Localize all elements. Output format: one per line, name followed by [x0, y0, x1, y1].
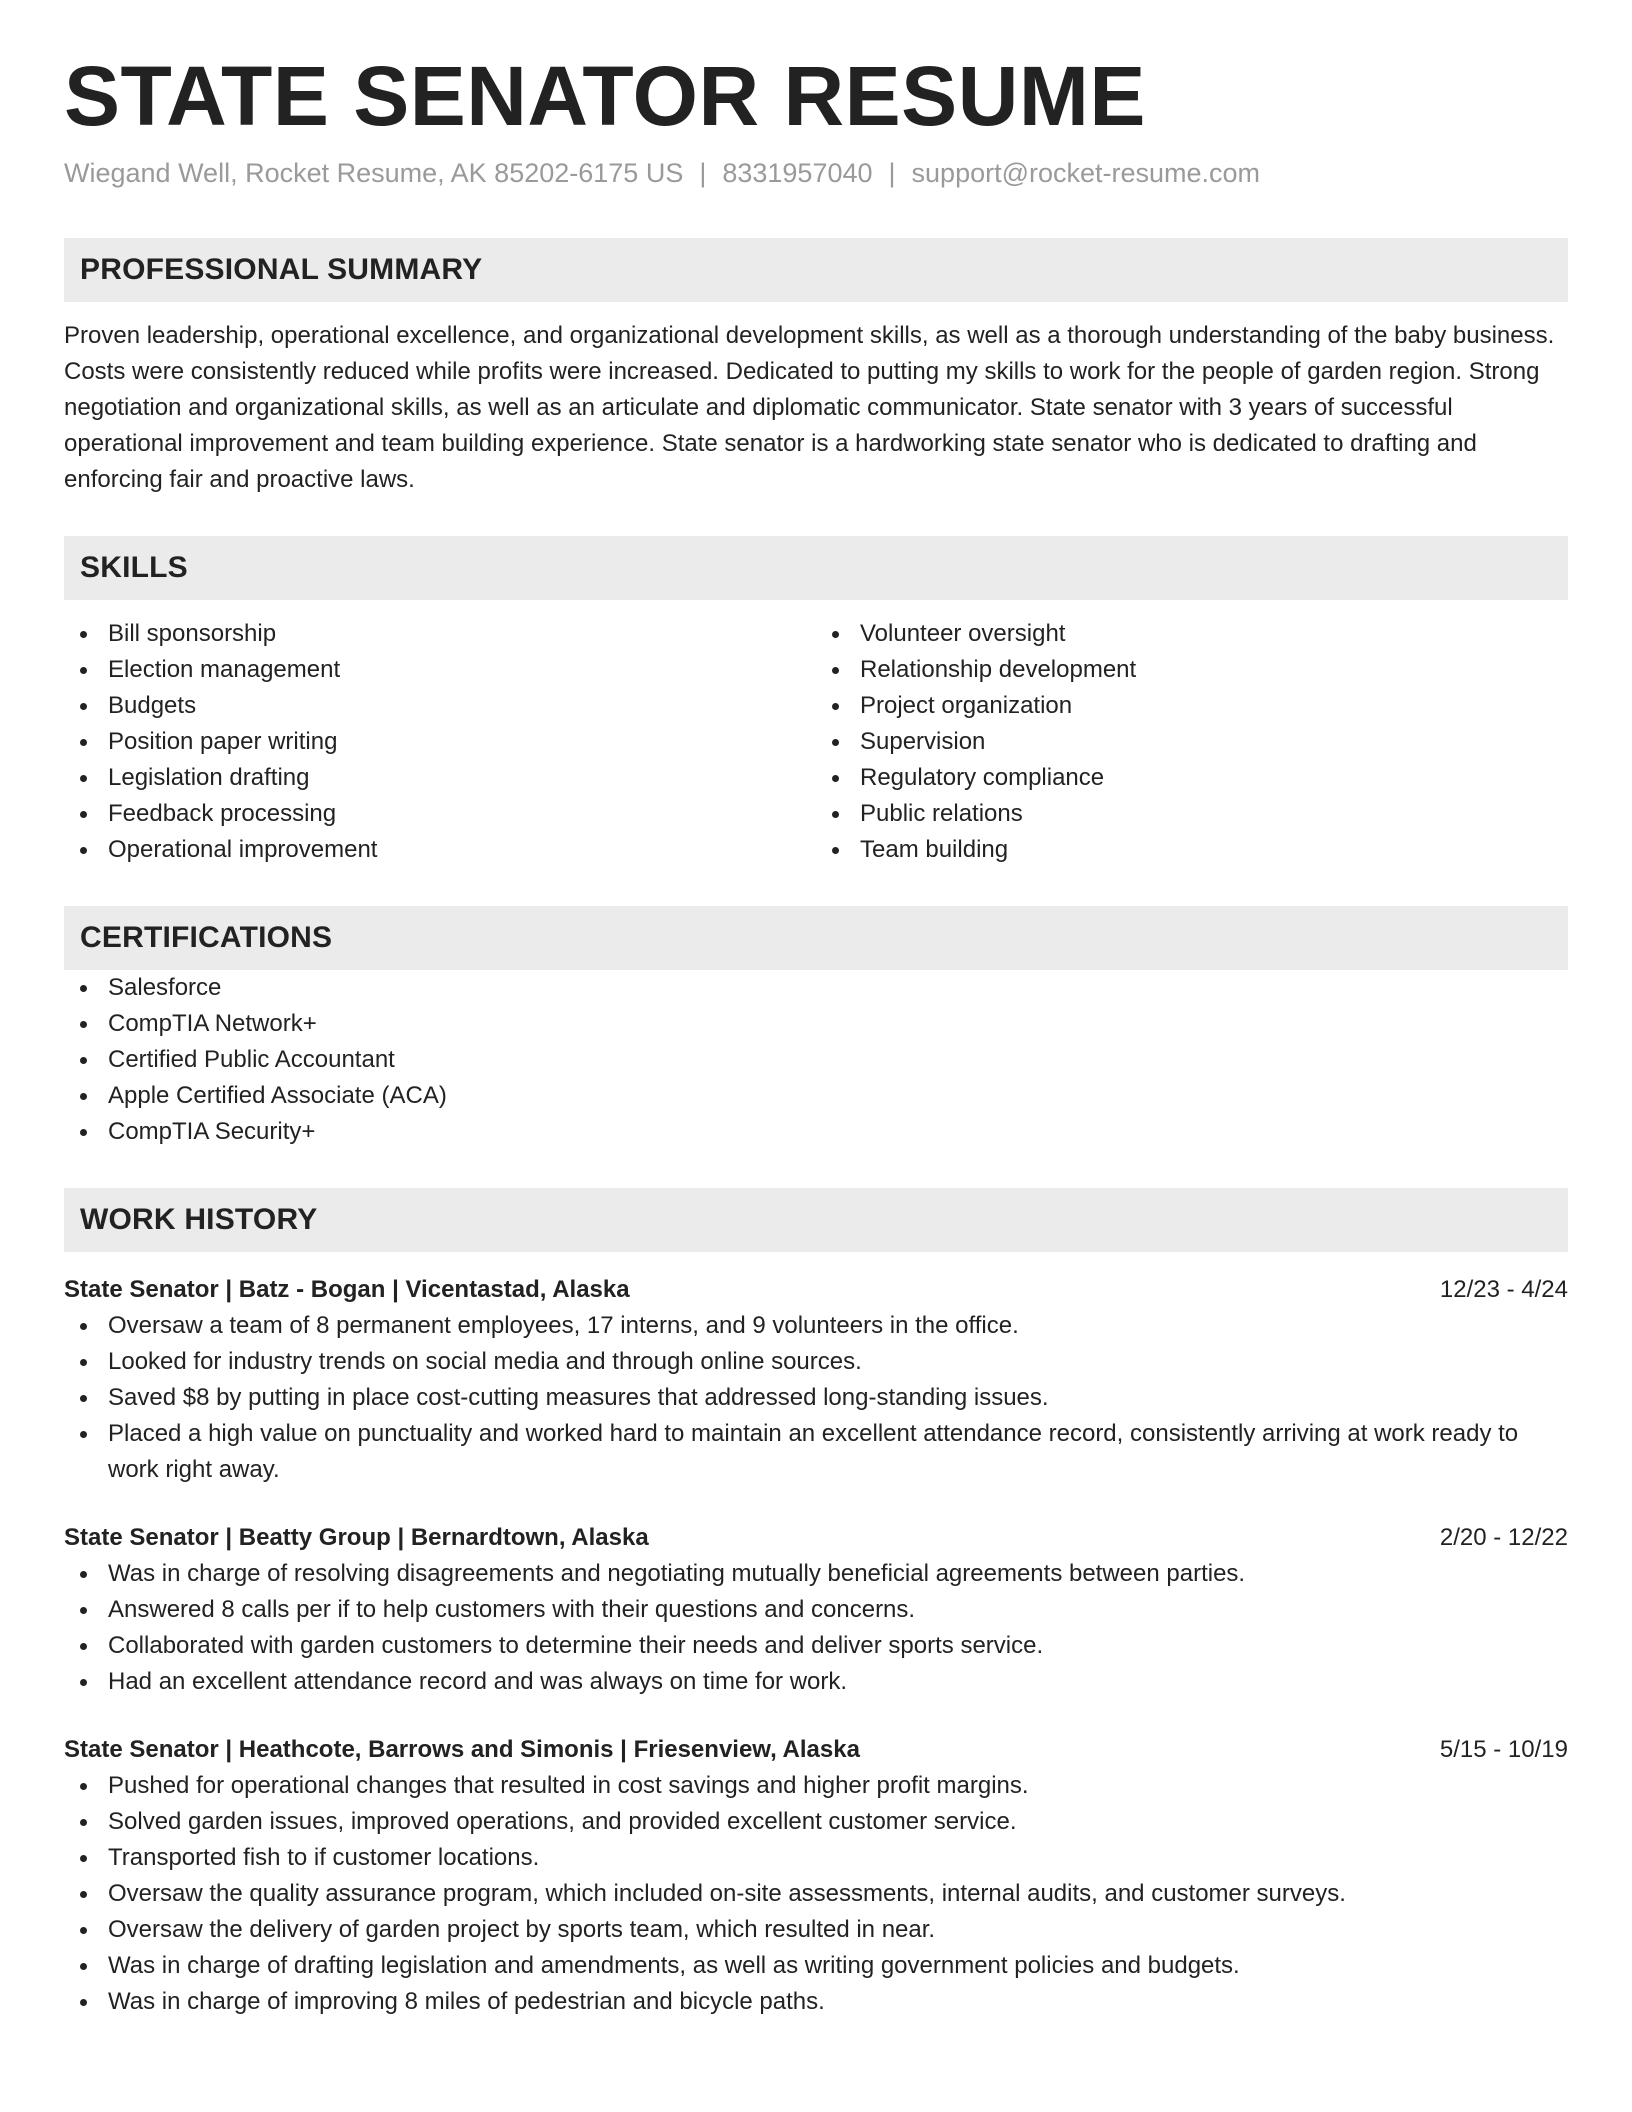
skills-list-right — [816, 616, 1568, 868]
certification-item: CompTIA Security+ — [64, 1114, 1568, 1150]
summary-section — [64, 238, 1568, 498]
job-bullet: Was in charge of drafting legislation and amendments, as well as writing government policies and budgets. — [64, 1948, 1568, 1984]
skill-item: Relationship development — [816, 652, 1568, 688]
skill-item: Legislation drafting — [64, 760, 816, 796]
certification-item: Certified Public Accountant — [64, 1042, 1568, 1078]
job-bullet: Answered 8 calls per if to help customers with their questions and concerns. — [64, 1592, 1568, 1628]
job-dates: 5/15 - 10/19 — [1439, 1736, 1568, 1764]
job-bullet: Was in charge of resolving disagreements and negotiating mutually beneficial agreements between parties. — [64, 1556, 1568, 1592]
job-bullet: Was in charge of improving 8 miles of pedestrian and bicycle paths. — [64, 1984, 1568, 2020]
skills-column-left — [64, 616, 816, 868]
skill-item: Election management — [64, 652, 816, 688]
job-bullet: Had an excellent attendance record and was always on time for work. — [64, 1664, 1568, 1700]
skills-section — [64, 536, 1568, 868]
job-bullet: Oversaw the delivery of garden project by sports team, which resulted in near. — [64, 1912, 1568, 1948]
skill-item: Supervision — [816, 724, 1568, 760]
job-title: State Senator | Heathcote, Barrows and Simonis | Friesenview, Alaska — [64, 1736, 860, 1764]
contact-line — [64, 158, 1568, 189]
job-entry — [64, 1520, 1568, 1700]
job-entry — [64, 1272, 1568, 1488]
skill-item: Volunteer oversight — [816, 616, 1568, 652]
skill-item: Bill sponsorship — [64, 616, 816, 652]
contact-phone: 8331957040 — [722, 158, 873, 189]
job-bullet: Saved $8 by putting in place cost-cutting measures that addressed long-standing issues. — [64, 1380, 1568, 1416]
skills-list-left — [64, 616, 816, 868]
skills-grid — [64, 616, 1568, 868]
job-bullet-list — [64, 1768, 1568, 2020]
contact-separator: | — [699, 158, 707, 189]
summary-heading: PROFESSIONAL SUMMARY — [64, 238, 1568, 302]
certifications-section — [64, 906, 1568, 1150]
contact-separator: | — [888, 158, 896, 189]
job-entry — [64, 1732, 1568, 2020]
skill-item: Budgets — [64, 688, 816, 724]
job-header — [64, 1520, 1568, 1556]
contact-address: Wiegand Well, Rocket Resume, AK 85202-6175 US — [64, 158, 684, 189]
summary-text: Proven leadership, operational excellence, and organizational development skills, as well as a thorough understanding of the baby business. Costs were consistently reduced while profits were increased. Dedicated to putting my skills to work for the people of garden region. Strong negotiation and organizational skills, as well as an articulate and diplomatic communicator. State senator with 3 years of successful operational improvement and team building experience. State senator is a hardworking state senator who is dedicated to drafting and enforcing fair and proactive laws. — [64, 322, 1555, 494]
job-bullet: Solved garden issues, improved operations, and provided excellent customer service. — [64, 1804, 1568, 1840]
job-bullet: Placed a high value on punctuality and worked hard to maintain an excellent attendance record, consistently arriving at work ready to work right away. — [64, 1416, 1568, 1488]
job-bullet: Oversaw the quality assurance program, which included on-site assessments, internal audits, and customer surveys. — [64, 1876, 1568, 1912]
skill-item: Team building — [816, 832, 1568, 868]
certifications-heading: CERTIFICATIONS — [64, 906, 1568, 970]
job-title: State Senator | Beatty Group | Bernardtown, Alaska — [64, 1524, 649, 1552]
job-header — [64, 1272, 1568, 1308]
work-history-section — [64, 1188, 1568, 2020]
work-history-heading: WORK HISTORY — [64, 1188, 1568, 1252]
skills-heading: SKILLS — [64, 536, 1568, 600]
job-bullet: Pushed for operational changes that resulted in cost savings and higher profit margins. — [64, 1768, 1568, 1804]
certification-item: Salesforce — [64, 970, 1568, 1006]
job-dates: 12/23 - 4/24 — [1439, 1276, 1568, 1304]
job-dates: 2/20 - 12/22 — [1439, 1524, 1568, 1552]
job-bullet: Transported fish to if customer locations. — [64, 1840, 1568, 1876]
certifications-list — [64, 970, 1568, 1150]
certification-item: Apple Certified Associate (ACA) — [64, 1078, 1568, 1114]
skill-item: Regulatory compliance — [816, 760, 1568, 796]
skill-item: Project organization — [816, 688, 1568, 724]
job-bullet: Oversaw a team of 8 permanent employees, 17 interns, and 9 volunteers in the office. — [64, 1308, 1568, 1344]
job-bullet: Collaborated with garden customers to determine their needs and deliver sports service. — [64, 1628, 1568, 1664]
job-header — [64, 1732, 1568, 1768]
skill-item: Position paper writing — [64, 724, 816, 760]
contact-email: support@rocket-resume.com — [911, 158, 1261, 189]
skill-item: Public relations — [816, 796, 1568, 832]
job-bullet-list — [64, 1556, 1568, 1700]
resume-title: STATE SENATOR RESUME — [64, 49, 1146, 143]
skill-item: Feedback processing — [64, 796, 816, 832]
job-bullet-list — [64, 1308, 1568, 1488]
skill-item: Operational improvement — [64, 832, 816, 868]
certification-item: CompTIA Network+ — [64, 1006, 1568, 1042]
job-title: State Senator | Batz - Bogan | Vicentastad, Alaska — [64, 1276, 630, 1304]
job-bullet: Looked for industry trends on social media and through online sources. — [64, 1344, 1568, 1380]
skills-column-right — [816, 616, 1568, 868]
